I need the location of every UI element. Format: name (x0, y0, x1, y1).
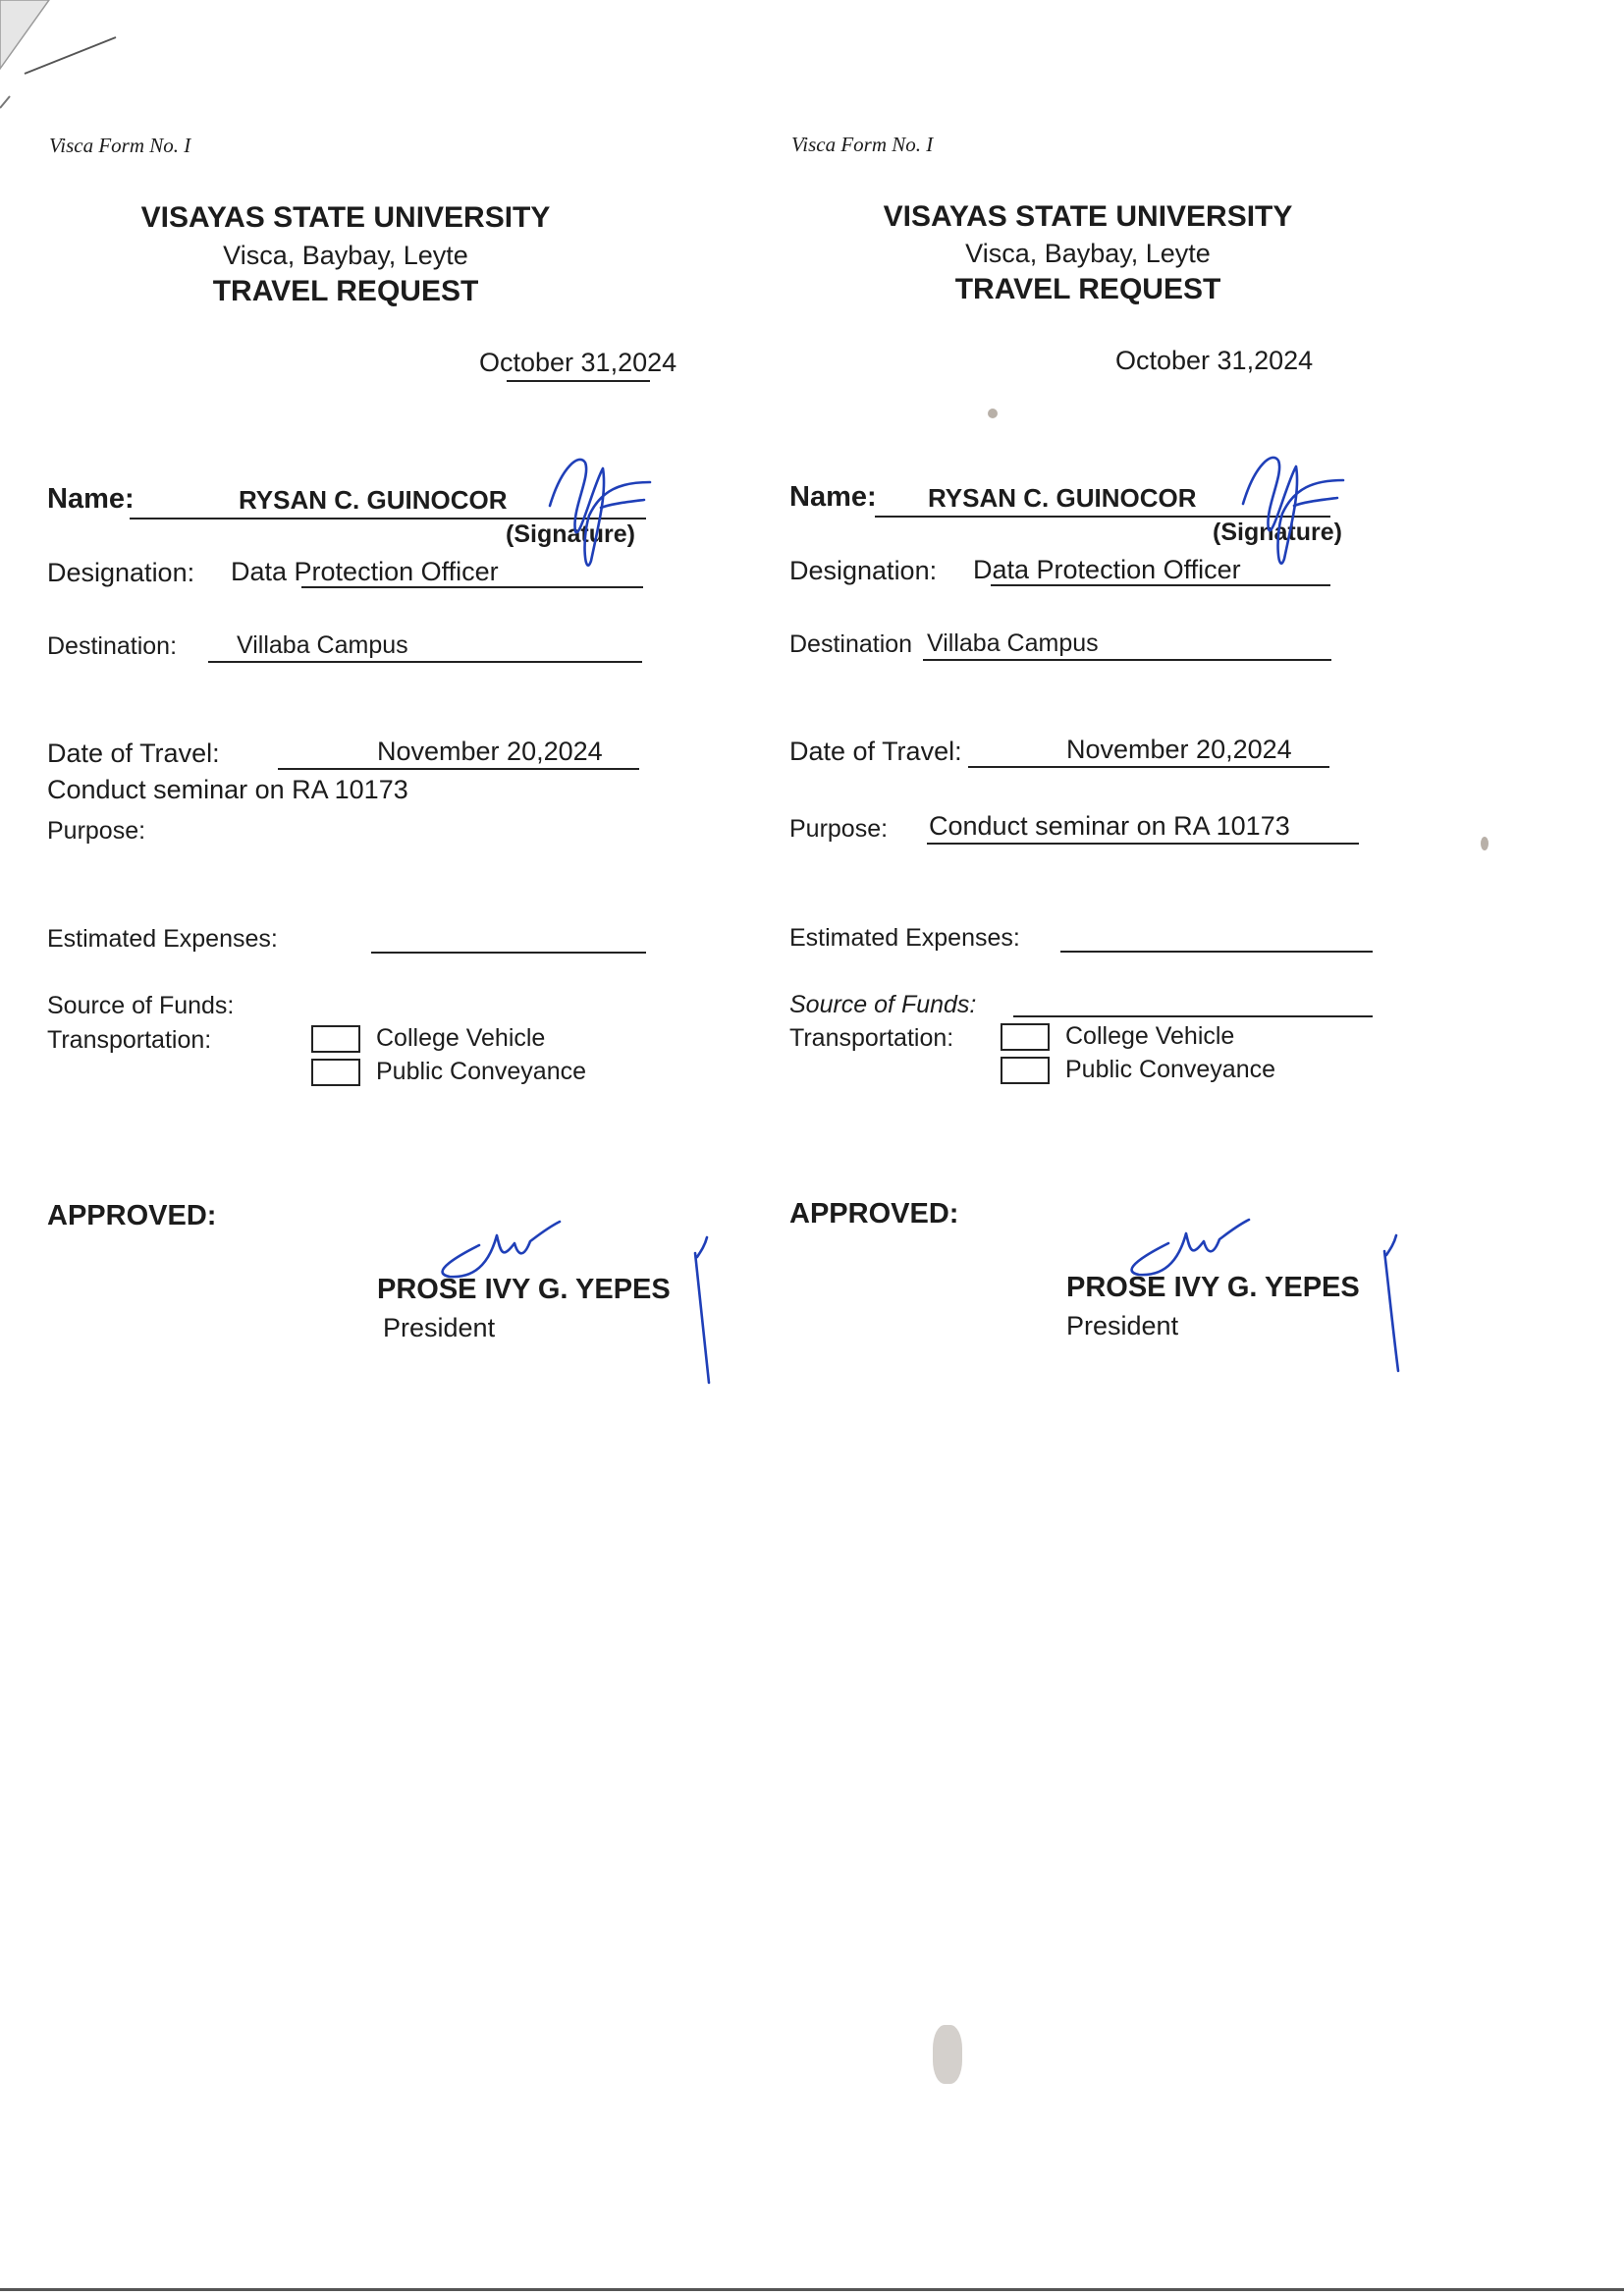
approved-label: APPROVED: (47, 1200, 217, 1231)
transportation-label: Transportation: (789, 1024, 954, 1052)
destination-value: Villaba Campus (237, 631, 408, 659)
name-value: RYSAN C. GUINOCOR (928, 483, 1197, 513)
designation-label: Designation: (47, 558, 195, 587)
name-label: Name: (789, 481, 877, 513)
scan-edge (0, 2288, 1624, 2291)
form-title: TRAVEL REQUEST (212, 275, 479, 307)
applicant-signature (542, 447, 655, 584)
estimated-expenses-underline (371, 952, 646, 954)
date-of-travel-label: Date of Travel: (47, 738, 220, 768)
designation-underline (301, 586, 643, 588)
estimated-expenses-label: Estimated Expenses: (47, 925, 278, 953)
approver-title: President (1066, 1311, 1179, 1340)
university-address: Visca, Baybay, Leyte (965, 239, 1211, 268)
request-date: October 31,2024 (1115, 346, 1314, 375)
college-vehicle-checkbox[interactable] (311, 1025, 360, 1053)
source-of-funds-label: Source of Funds: (789, 991, 977, 1018)
transportation-label: Transportation: (47, 1026, 212, 1054)
date-of-travel-value: November 20,2024 (1066, 735, 1292, 764)
date-of-travel-label: Date of Travel: (789, 737, 962, 766)
public-conveyance-checkbox[interactable] (1001, 1057, 1050, 1084)
form-number: Visca Form No. I (791, 133, 934, 156)
college-vehicle-checkbox[interactable] (1001, 1023, 1050, 1051)
approved-label: APPROVED: (789, 1198, 959, 1230)
name-value: RYSAN C. GUINOCOR (239, 485, 508, 515)
estimated-expenses-underline (1060, 951, 1373, 953)
public-conveyance-label: Public Conveyance (1065, 1056, 1276, 1083)
college-vehicle-label: College Vehicle (1065, 1022, 1235, 1050)
signature-label: (Signature) (1213, 519, 1342, 546)
approver-title: President (383, 1313, 496, 1342)
signature-label: (Signature) (506, 520, 635, 548)
destination-label: Destination (789, 630, 913, 658)
request-date: October 31,2024 (479, 348, 677, 377)
form-number: Visca Form No. I (49, 134, 191, 157)
public-conveyance-checkbox[interactable] (311, 1059, 360, 1086)
scan-smudge (933, 2025, 962, 2084)
scan-speck (988, 409, 998, 418)
approver-name: PROSE IVY G. YEPES (377, 1274, 671, 1305)
source-of-funds-label: Source of Funds: (47, 992, 235, 1019)
date-of-travel-value: November 20,2024 (377, 737, 603, 766)
date-underline (507, 380, 650, 382)
applicant-signature (1235, 445, 1348, 582)
approver-name: PROSE IVY G. YEPES (1066, 1272, 1360, 1303)
estimated-expenses-label: Estimated Expenses: (789, 924, 1020, 952)
designation-underline (991, 584, 1330, 586)
purpose-label: Purpose: (47, 817, 146, 845)
destination-value: Villaba Campus (927, 629, 1099, 657)
designation-label: Designation: (789, 556, 938, 585)
destination-underline (923, 659, 1331, 661)
scan-speck (1481, 837, 1489, 850)
university-address: Visca, Baybay, Leyte (223, 241, 468, 270)
public-conveyance-label: Public Conveyance (376, 1058, 587, 1085)
travel-request-form-left (0, 0, 766, 1424)
destination-underline (208, 661, 642, 663)
date-of-travel-underline (968, 766, 1329, 768)
purpose-underline (927, 843, 1359, 845)
date-of-travel-underline (278, 768, 639, 770)
destination-label: Destination: (47, 632, 178, 660)
purpose-value: Conduct seminar on RA 10173 (929, 811, 1290, 841)
purpose-value: Conduct seminar on RA 10173 (47, 775, 408, 804)
designation-value: Data Protection Officer (231, 557, 499, 586)
form-title: TRAVEL REQUEST (954, 273, 1221, 305)
name-label: Name: (47, 483, 135, 515)
university-name: VISAYAS STATE UNIVERSITY (140, 201, 551, 234)
college-vehicle-label: College Vehicle (376, 1024, 546, 1052)
university-name: VISAYAS STATE UNIVERSITY (883, 200, 1293, 233)
source-of-funds-underline (1013, 1015, 1373, 1017)
designation-value: Data Protection Officer (973, 555, 1241, 584)
purpose-label: Purpose: (789, 815, 889, 843)
travel-request-form-right (742, 0, 1508, 1424)
